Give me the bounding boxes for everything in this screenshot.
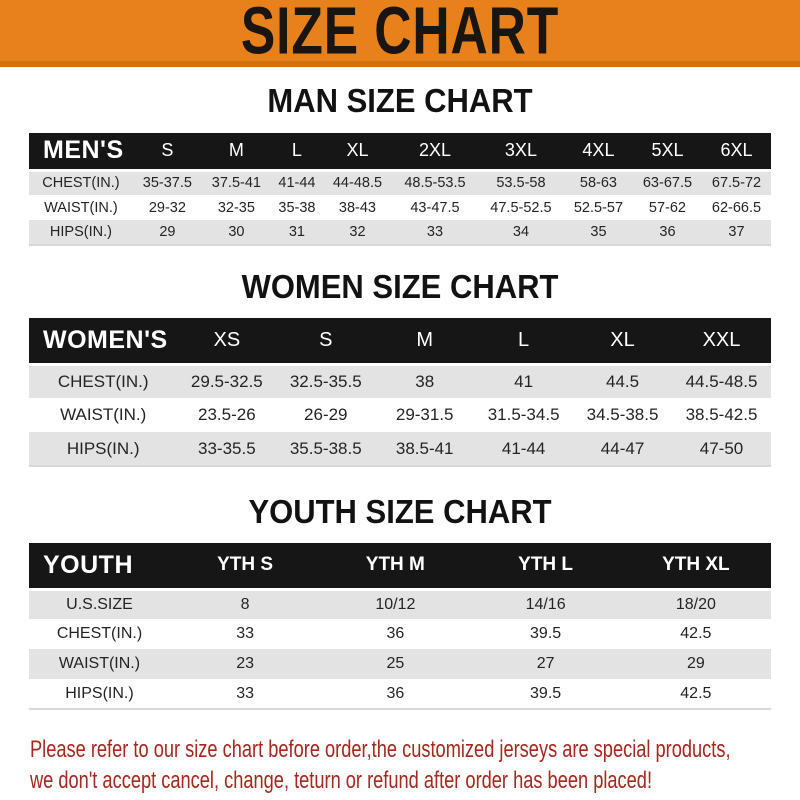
youth-size-table [29, 543, 771, 710]
row-label: WAIST(IN.) [44, 199, 118, 216]
size-value: 34 [512, 224, 530, 240]
footer-warning-line1: Please refer to our size chart before order,the customized jerseys are special products, [30, 736, 731, 763]
table-row [29, 195, 771, 220]
size-value: 39.5 [530, 625, 562, 642]
size-value: 42.5 [680, 625, 712, 642]
size-value: 29-32 [148, 199, 186, 216]
table-title-cell: WOMEN'S [29, 318, 177, 364]
table-header-row [29, 133, 771, 170]
size-value: 33-35.5 [198, 438, 256, 458]
size-value: 33 [236, 625, 254, 642]
size-value: 41-44 [278, 175, 316, 192]
size-column-header: M [375, 318, 474, 364]
size-value: 44-47 [600, 438, 645, 458]
size-value: 31 [288, 224, 305, 240]
row-label: CHEST(IN.) [56, 625, 143, 642]
row-label: CHEST(IN.) [42, 175, 120, 192]
size-value: 29 [686, 655, 705, 672]
size-column-header: M [202, 133, 271, 170]
size-column-header: 2XL [392, 133, 478, 170]
youth-section [0, 492, 800, 710]
size-value: 41-44 [501, 438, 546, 458]
size-column-header: YTH M [320, 543, 470, 589]
youth-section-heading: YOUTH SIZE CHART [248, 492, 552, 531]
size-value: 33 [426, 224, 444, 240]
size-value: 27 [536, 655, 555, 672]
size-value: 48.5-53.5 [404, 175, 466, 192]
size-value: 38-43 [338, 199, 376, 216]
size-value: 62-66.5 [711, 199, 762, 216]
size-value: 52.5-57 [573, 199, 624, 216]
table-row [29, 589, 771, 619]
size-value: 67.5-72 [711, 175, 762, 192]
row-label: CHEST(IN.) [57, 371, 149, 391]
size-value: 37.5-41 [211, 175, 261, 192]
size-value: 35-38 [278, 199, 316, 216]
women-size-table [29, 318, 771, 467]
footer-warning-note [30, 734, 800, 796]
table-title-cell: YOUTH [29, 543, 170, 589]
women-section-heading: WOMEN SIZE CHART [241, 267, 559, 306]
size-value: 63-67.5 [642, 175, 693, 192]
size-value: 32-35 [217, 199, 255, 216]
table-header-row [29, 543, 771, 589]
size-value: 36 [386, 625, 405, 642]
size-column-header: YTH S [170, 543, 320, 589]
size-value: 43-47.5 [410, 199, 460, 216]
size-value: 38.5-42.5 [685, 405, 758, 424]
size-column-header: 4XL [564, 133, 633, 170]
size-value: 47-50 [699, 438, 744, 458]
table-row [29, 679, 771, 709]
size-column-header: XL [323, 133, 392, 170]
size-value: 36 [386, 684, 405, 702]
size-value: 32 [349, 224, 366, 240]
banner-title: SIZE CHART [240, 0, 560, 68]
size-value: 23 [236, 655, 254, 672]
size-value: 35 [590, 224, 607, 240]
size-column-header: S [133, 133, 202, 170]
size-value: 31.5-34.5 [487, 405, 560, 424]
row-label: U.S.SIZE [66, 595, 133, 613]
table-title-cell: MEN'S [29, 133, 133, 170]
row-label: HIPS(IN.) [65, 684, 134, 702]
size-column-header: YTH XL [621, 543, 771, 589]
size-column-header: XXL [672, 318, 771, 364]
women-section [0, 267, 800, 467]
size-value: 39.5 [530, 684, 562, 702]
table-row [29, 649, 771, 679]
size-value: 47.5-52.5 [490, 199, 552, 216]
size-value: 8 [240, 595, 250, 613]
size-value: 33 [236, 684, 254, 702]
table-row [29, 398, 771, 432]
size-value: 53.5-58 [496, 175, 546, 192]
footer-warning-line2: we don't accept cancel, change, teturn or refund after order has been placed! [30, 767, 653, 794]
size-value: 29 [159, 224, 176, 240]
row-label: HIPS(IN.) [66, 438, 140, 458]
size-value: 44-48.5 [332, 175, 383, 192]
size-value: 58-63 [579, 175, 617, 192]
size-value: 44.5-48.5 [685, 371, 758, 391]
table-row [29, 432, 771, 466]
size-value: 14/16 [525, 595, 566, 613]
size-value: 38.5-41 [395, 438, 454, 458]
size-value: 38 [415, 371, 435, 391]
size-value: 35-37.5 [142, 175, 192, 192]
size-value: 32.5-35.5 [289, 371, 362, 391]
size-column-header: L [271, 133, 323, 170]
size-value: 29.5-32.5 [190, 371, 263, 391]
size-value: 26-29 [304, 405, 348, 424]
size-value: 36 [659, 224, 676, 240]
size-value: 29-31.5 [395, 405, 454, 424]
men-section [0, 81, 800, 246]
table-header-row [29, 318, 771, 364]
size-value: 42.5 [680, 684, 712, 702]
table-row [29, 170, 771, 195]
size-value: 35.5-38.5 [289, 438, 362, 458]
size-value: 18/20 [675, 595, 716, 613]
men-section-heading: MAN SIZE CHART [267, 81, 533, 120]
table-row [29, 619, 771, 649]
size-column-header: L [474, 318, 573, 364]
size-column-header: XS [177, 318, 276, 364]
size-value: 25 [386, 655, 405, 672]
size-column-header: YTH L [470, 543, 620, 589]
size-value: 44.5 [605, 371, 640, 391]
table-row [29, 220, 771, 245]
size-column-header: S [276, 318, 375, 364]
row-label: HIPS(IN.) [49, 224, 112, 240]
size-chart-banner [0, 0, 800, 67]
size-value: 37 [728, 224, 745, 240]
size-value: 34.5-38.5 [586, 405, 659, 424]
row-label: WAIST(IN.) [60, 405, 147, 424]
size-value: 10/12 [375, 595, 416, 613]
size-value: 23.5-26 [198, 405, 256, 424]
table-row [29, 364, 771, 398]
row-label: WAIST(IN.) [58, 655, 141, 672]
size-value: 57-62 [648, 199, 686, 216]
size-column-header: 6XL [702, 133, 771, 170]
size-column-header: 3XL [478, 133, 564, 170]
men-size-table [29, 133, 771, 246]
size-column-header: 5XL [633, 133, 702, 170]
size-value: 30 [228, 224, 245, 240]
size-column-header: XL [573, 318, 672, 364]
size-value: 41 [514, 371, 534, 391]
